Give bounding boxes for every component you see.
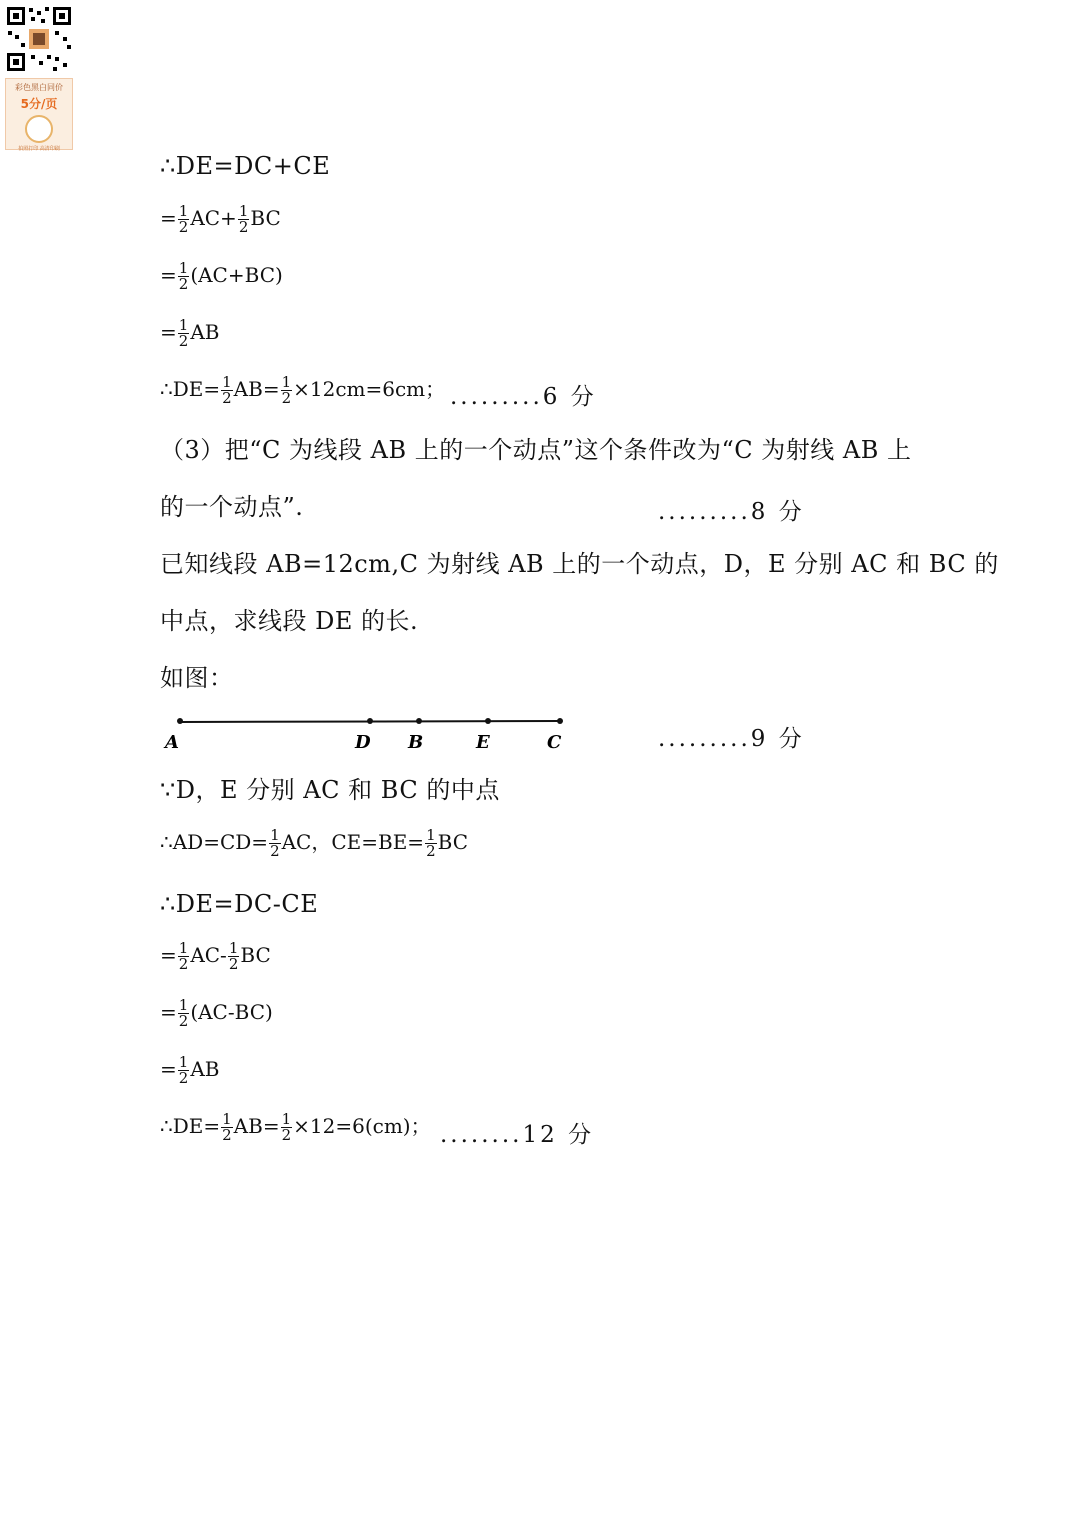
- point-d: [367, 718, 373, 724]
- label-a: A: [165, 732, 179, 753]
- score-9: .........9 分: [658, 726, 805, 752]
- step-midpoint-eq: ∴AD=CD= $\frac{1}{2}$ AC，CE=BE= $\frac{1}{2}$ BC: [160, 826, 468, 860]
- step-half-sum: = $\frac{1}{2}$ AC+ $\frac{1}{2}$ BC: [160, 202, 281, 236]
- part3-line1: （3）把“C 为线段 AB 上的一个动点”这个条件改为“C 为射线 AB 上: [160, 436, 912, 464]
- label-d: D: [355, 732, 371, 753]
- step-de-result-2: ∴DE= $\frac{1}{2}$ AB= $\frac{1}{2}$ ×12=6(cm)；: [160, 1110, 431, 1144]
- step-half-paren-diff: = $\frac{1}{2}$ (AC-BC): [160, 996, 273, 1030]
- badge-emblem-icon: [25, 115, 53, 143]
- part3-line4: 中点，求线段 DE 的长.: [160, 607, 419, 635]
- print-price-badge: [5, 78, 73, 150]
- label-b: B: [408, 732, 424, 753]
- because-midpoints: ∵D，E 分别 AC 和 BC 的中点: [160, 776, 500, 804]
- step-de-result: ∴DE= $\frac{1}{2}$ AB= $\frac{1}{2}$ ×12cm=6cm；: [160, 373, 446, 407]
- score-8: .........8 分: [658, 499, 805, 525]
- qr-code: [5, 5, 73, 73]
- step-half-diff: = $\frac{1}{2}$ AC- $\frac{1}{2}$ BC: [160, 939, 271, 973]
- point-a: [177, 718, 183, 724]
- step-half-ab: = $\frac{1}{2}$ AB: [160, 316, 220, 350]
- point-e: [485, 718, 491, 724]
- part3-line2: 的一个动点”.: [160, 493, 304, 521]
- badge-line3: 拍照打印 高清印刷: [18, 146, 60, 152]
- part3-line3: 已知线段 AB=12cm,C 为射线 AB 上的一个动点，D，E 分别 AC 和 BC 的: [160, 550, 999, 578]
- part3-figure-intro: 如图：: [160, 664, 234, 692]
- step-half-paren: = $\frac{1}{2}$ (AC+BC): [160, 259, 283, 293]
- step-de-diff: ∴DE=DC-CE: [160, 890, 319, 918]
- badge-line1: 彩色黑白同价: [15, 83, 63, 92]
- score-12: ........12 分: [440, 1122, 595, 1148]
- label-c: C: [547, 732, 562, 753]
- point-b: [416, 718, 422, 724]
- point-c: [557, 718, 563, 724]
- badge-price: 5分/页: [20, 97, 58, 111]
- ray-figure: [160, 708, 580, 756]
- label-e: E: [476, 732, 490, 753]
- step-half-ab-2: = $\frac{1}{2}$ AB: [160, 1053, 220, 1087]
- score-6: .........6 分: [450, 384, 597, 410]
- step-de-sum: ∴DE=DC+CE: [160, 152, 331, 180]
